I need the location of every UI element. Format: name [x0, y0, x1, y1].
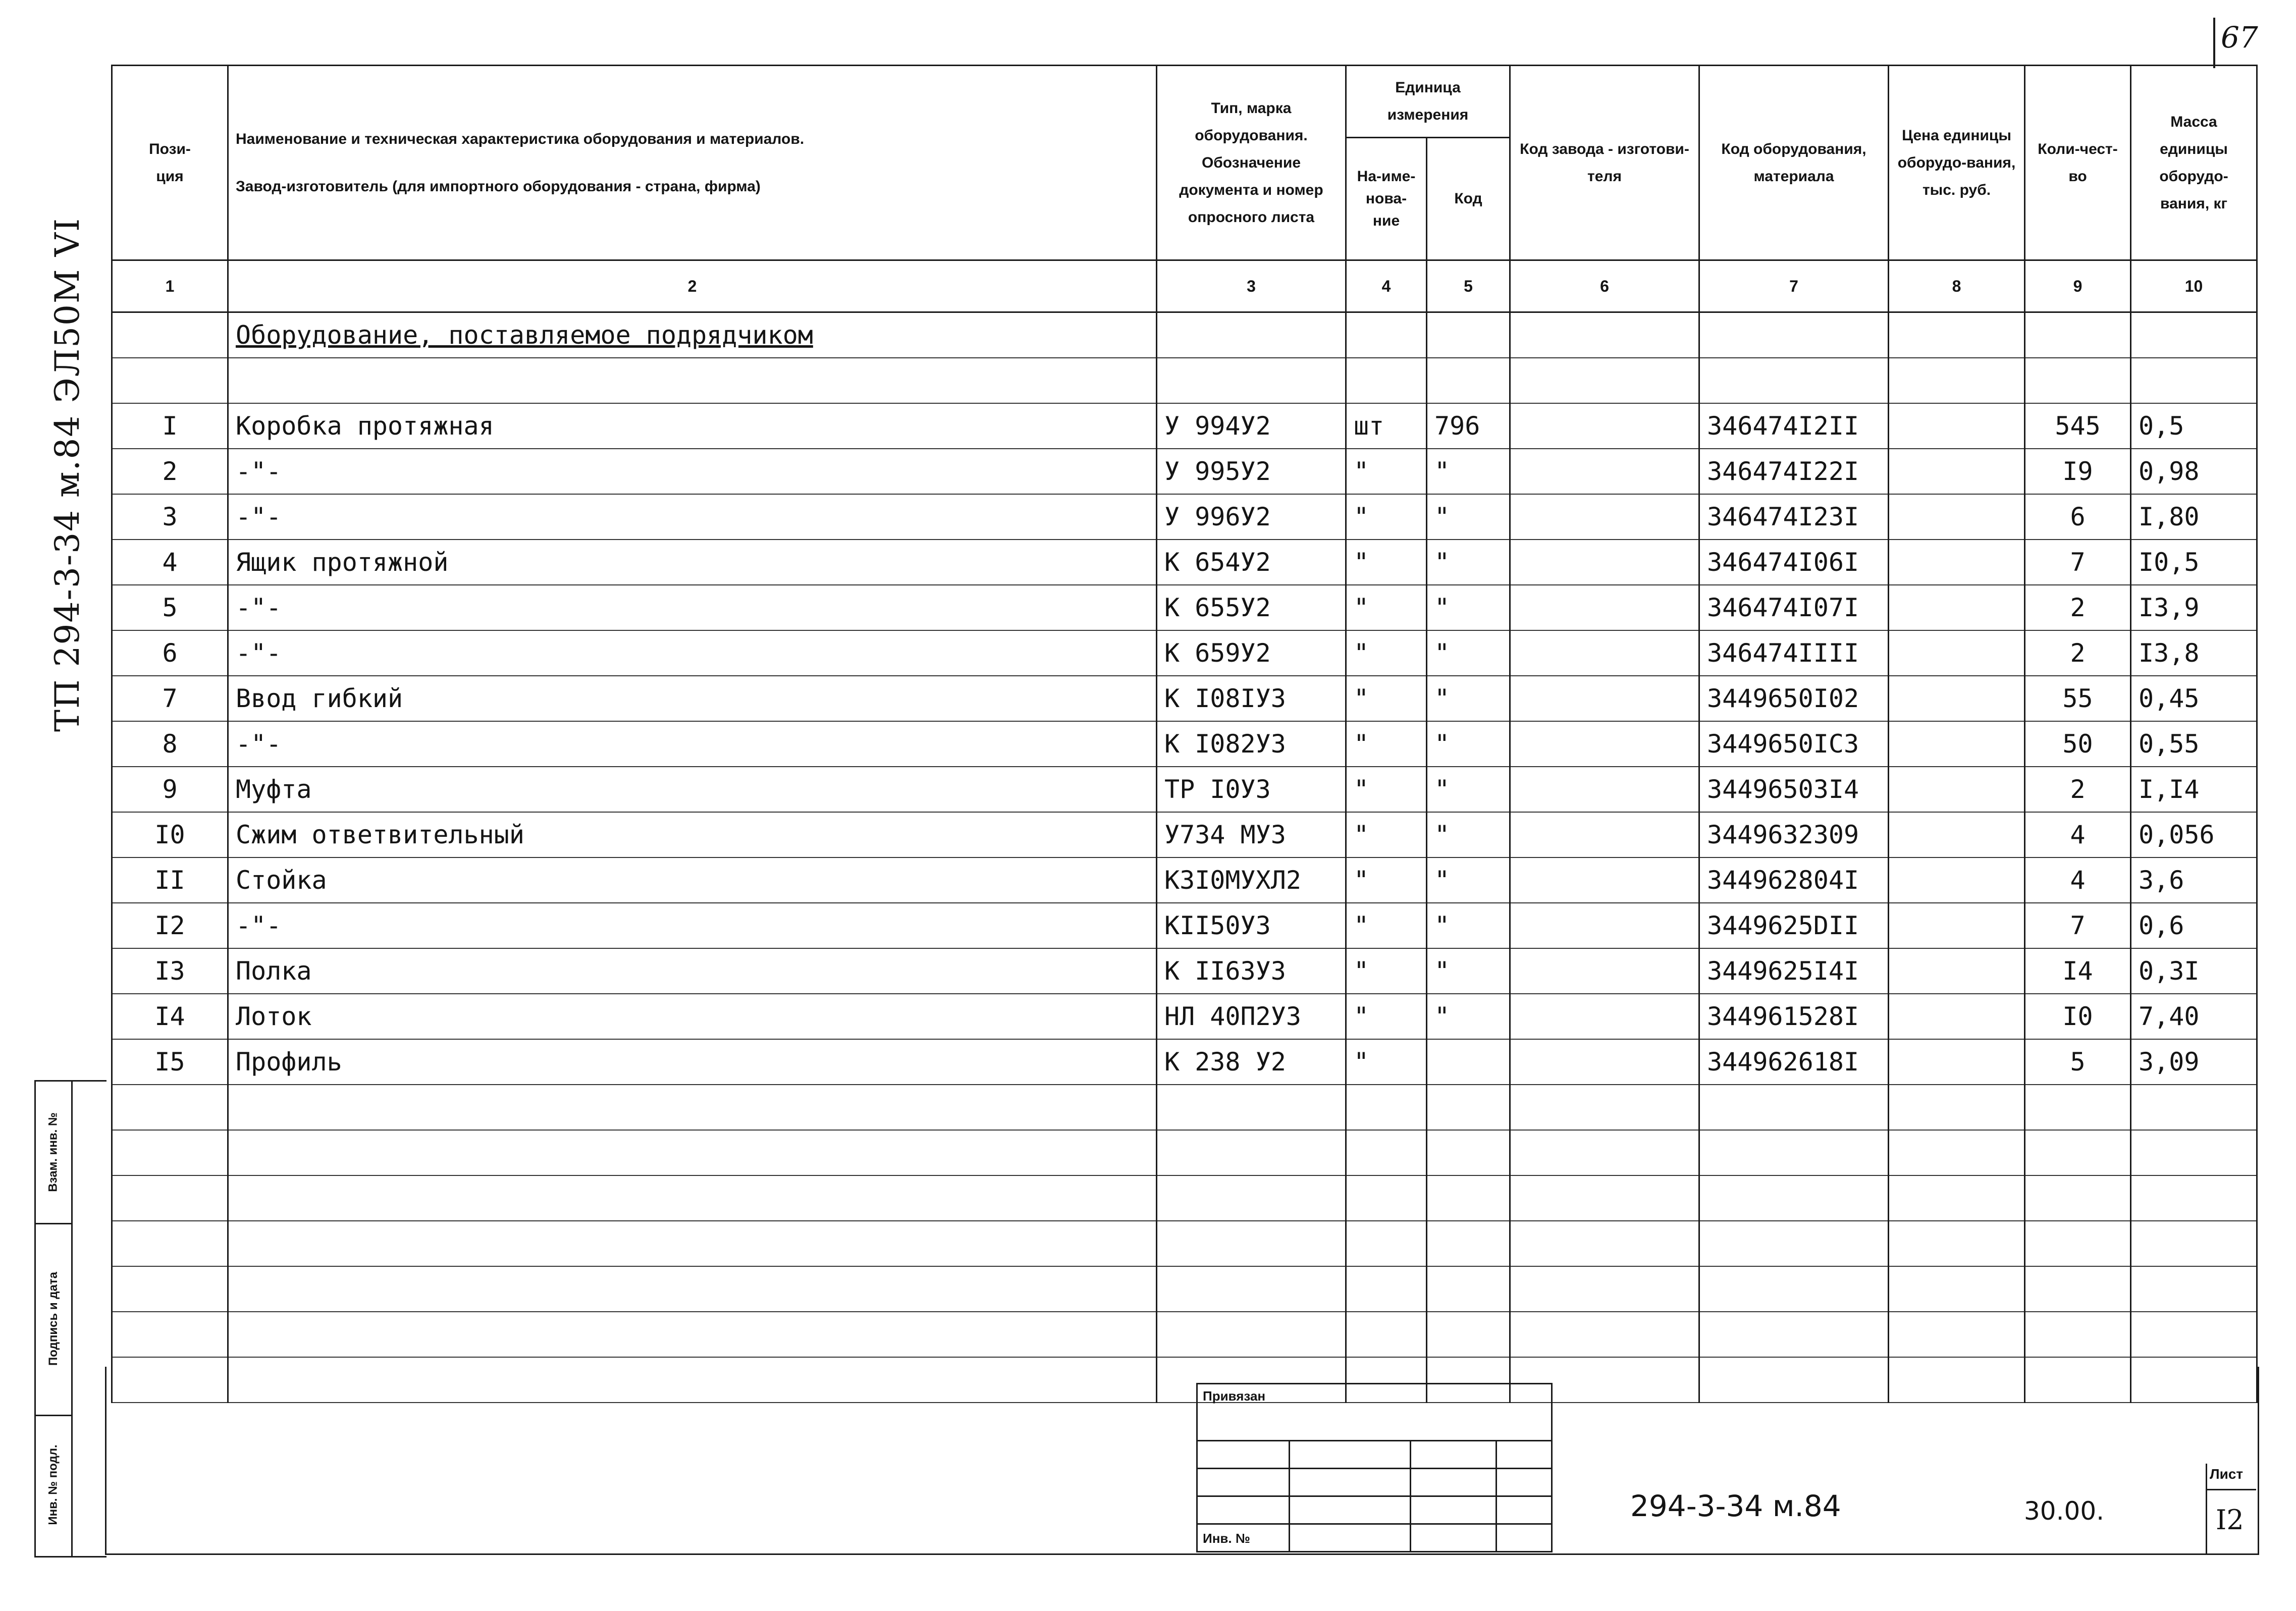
row-plant-code	[1510, 812, 1699, 857]
column-number: 7	[1699, 260, 1889, 312]
row-unit: "	[1346, 721, 1427, 767]
column-number-row	[112, 260, 2257, 312]
blank-cell	[228, 1130, 1157, 1175]
row-position: 5	[112, 585, 228, 630]
column-number: 8	[1889, 260, 2025, 312]
sheet-rule	[2206, 1489, 2256, 1490]
row-equipment-code: 34496503I4	[1699, 767, 1889, 812]
blank-cell	[2025, 1085, 2131, 1130]
stamp-cell-signature	[36, 1223, 71, 1416]
row-price	[1889, 585, 2025, 630]
blank-cell	[1346, 1221, 1427, 1266]
row-type: НЛ 40П2У3	[1157, 994, 1346, 1039]
blank-cell	[1889, 1085, 2025, 1130]
row-type: К II63У3	[1157, 948, 1346, 994]
table-row	[112, 630, 2257, 676]
linkage-divider	[1496, 1440, 1497, 1551]
row-mass: 0,98	[2131, 449, 2257, 494]
row-mass: 0,45	[2131, 676, 2257, 721]
column-number: 1	[112, 260, 228, 312]
stamp-label: Подпись и дата	[46, 1272, 61, 1366]
row-name: -"-	[228, 494, 1157, 540]
blank-cell	[2131, 1130, 2257, 1175]
blank-cell	[1510, 1312, 1699, 1357]
row-quantity: 7	[2025, 903, 2131, 948]
row-type: К 659У2	[1157, 630, 1346, 676]
row-mass: 7,40	[2131, 994, 2257, 1039]
row-mass: I,I4	[2131, 767, 2257, 812]
blank-cell	[1157, 1312, 1346, 1357]
row-mass: 0,6	[2131, 903, 2257, 948]
column-number: 5	[1427, 260, 1510, 312]
row-position: I4	[112, 994, 228, 1039]
blank-cell	[1157, 1266, 1346, 1312]
stamp-divider	[71, 1082, 73, 1556]
header-unit-price: Цена единицы оборудо-вания, тыс. руб.	[1889, 66, 2025, 260]
table-row	[112, 948, 2257, 994]
row-plant-code	[1510, 994, 1699, 1039]
blank-row	[112, 1175, 2257, 1221]
table-row	[112, 494, 2257, 540]
blank-cell	[1427, 1175, 1510, 1221]
header-name	[228, 66, 1157, 260]
row-type: К I082У3	[1157, 721, 1346, 767]
blank-cell	[1699, 1266, 1889, 1312]
section-title: Оборудование, поставляемое подрядчиком	[228, 312, 1157, 358]
blank-cell	[1889, 1130, 2025, 1175]
row-mass: I3,8	[2131, 630, 2257, 676]
blank-cell	[2025, 1175, 2131, 1221]
column-number: 4	[1346, 260, 1427, 312]
row-unit: "	[1346, 903, 1427, 948]
linked-label: Привязан	[1203, 1388, 1266, 1404]
row-mass: 0,55	[2131, 721, 2257, 767]
row-mass: 0,056	[2131, 812, 2257, 857]
blank-row	[112, 1312, 2257, 1357]
row-plant-code	[1510, 721, 1699, 767]
row-name: Муфта	[228, 767, 1157, 812]
blank-cell	[1699, 1175, 1889, 1221]
row-plant-code	[1510, 948, 1699, 994]
row-name: Полка	[228, 948, 1157, 994]
row-unit-code	[1427, 1039, 1510, 1085]
blank-cell	[2131, 1085, 2257, 1130]
row-quantity: 2	[2025, 585, 2131, 630]
blank-cell	[1157, 1085, 1346, 1130]
row-price	[1889, 903, 2025, 948]
blank-cell	[1427, 1221, 1510, 1266]
row-name: Ящик протяжной	[228, 540, 1157, 585]
sheet-label: Лист	[2210, 1466, 2244, 1482]
header-type: Тип, марка оборудования. Обозначение документа и номер опросного листа	[1157, 66, 1346, 260]
row-name: Лоток	[228, 994, 1157, 1039]
row-equipment-code: 346474I2II	[1699, 403, 1889, 449]
row-unit-code: "	[1427, 585, 1510, 630]
blank-cell	[1510, 1266, 1699, 1312]
stamp-label: Взам. инв. №	[46, 1112, 61, 1192]
linkage-rule	[1198, 1468, 1551, 1469]
stamp-cell-inventory	[36, 1415, 71, 1554]
row-mass: I3,9	[2131, 585, 2257, 630]
row-unit: "	[1346, 449, 1427, 494]
header-unit-mass: Масса единицы оборудо-вания, кг	[2131, 66, 2257, 260]
row-unit-code: "	[1427, 540, 1510, 585]
row-position: 8	[112, 721, 228, 767]
table-row	[112, 1039, 2257, 1085]
row-unit-code: "	[1427, 676, 1510, 721]
row-mass: 0,3I	[2131, 948, 2257, 994]
table-row	[112, 994, 2257, 1039]
row-plant-code	[1510, 903, 1699, 948]
row-equipment-code: 344962618I	[1699, 1039, 1889, 1085]
row-quantity: 5	[2025, 1039, 2131, 1085]
row-name: -"-	[228, 903, 1157, 948]
row-plant-code	[1510, 449, 1699, 494]
blank-cell	[228, 1221, 1157, 1266]
row-price	[1889, 857, 2025, 903]
row-unit: "	[1346, 630, 1427, 676]
blank-cell	[1427, 1085, 1510, 1130]
row-unit-code: "	[1427, 767, 1510, 812]
blank-cell	[1157, 1175, 1346, 1221]
row-position: 4	[112, 540, 228, 585]
row-name: -"-	[228, 630, 1157, 676]
row-unit: "	[1346, 812, 1427, 857]
header-unit-group: Единица измерения	[1346, 66, 1510, 138]
row-name: -"-	[228, 449, 1157, 494]
blank-cell	[1346, 1130, 1427, 1175]
blank-cell	[228, 1266, 1157, 1312]
blank-cell	[1427, 1312, 1510, 1357]
row-mass: I,80	[2131, 494, 2257, 540]
row-equipment-code: 346474I23I	[1699, 494, 1889, 540]
row-type: К3I0МУХЛ2	[1157, 857, 1346, 903]
row-type: У 995У2	[1157, 449, 1346, 494]
blank-cell	[2131, 1312, 2257, 1357]
row-unit: "	[1346, 1039, 1427, 1085]
column-number: 2	[228, 260, 1157, 312]
blank-cell	[1346, 1175, 1427, 1221]
row-type: У734 МУ3	[1157, 812, 1346, 857]
row-mass: 0,5	[2131, 403, 2257, 449]
blank-cell	[1510, 1130, 1699, 1175]
linkage-rule	[1198, 1523, 1551, 1525]
row-equipment-code: 346474I07I	[1699, 585, 1889, 630]
row-unit-code: "	[1427, 630, 1510, 676]
row-unit-code: "	[1427, 449, 1510, 494]
row-unit-code: "	[1427, 494, 1510, 540]
header-unit-code: Код	[1427, 138, 1510, 260]
blank-cell	[1889, 1175, 2025, 1221]
row-quantity: 4	[2025, 857, 2131, 903]
row-unit: "	[1346, 767, 1427, 812]
row-type: К 654У2	[1157, 540, 1346, 585]
table-row	[112, 857, 2257, 903]
row-unit-code: "	[1427, 812, 1510, 857]
row-name: Сжим ответвительный	[228, 812, 1157, 857]
column-number: 6	[1510, 260, 1699, 312]
linkage-divider	[1289, 1440, 1290, 1551]
blank-cell	[1157, 1221, 1346, 1266]
row-position: I2	[112, 903, 228, 948]
approval-stamp-strip	[34, 1080, 106, 1558]
blank-cell	[2025, 1312, 2131, 1357]
row-unit: "	[1346, 948, 1427, 994]
table-row	[112, 721, 2257, 767]
page-number-rule	[2213, 18, 2215, 68]
row-name: Профиль	[228, 1039, 1157, 1085]
row-position: II	[112, 857, 228, 903]
column-number: 10	[2131, 260, 2257, 312]
row-quantity: 545	[2025, 403, 2131, 449]
blank-cell	[2131, 1266, 2257, 1312]
row-type: У 994У2	[1157, 403, 1346, 449]
row-equipment-code: 3449625I4I	[1699, 948, 1889, 994]
blank-cell	[112, 1175, 228, 1221]
header-equipment-code: Код оборудования, материала	[1699, 66, 1889, 260]
blank-cell	[2025, 1266, 2131, 1312]
row-quantity: I0	[2025, 994, 2131, 1039]
row-price	[1889, 540, 2025, 585]
table-row	[112, 676, 2257, 721]
sheet-number: I2	[2216, 1504, 2244, 1536]
row-unit-code: "	[1427, 948, 1510, 994]
blank-cell	[1699, 1221, 1889, 1266]
blank-cell	[1427, 1130, 1510, 1175]
blank-cell	[228, 1085, 1157, 1130]
row-type: ТР I0У3	[1157, 767, 1346, 812]
blank-row	[112, 1130, 2257, 1175]
blank-cell	[1699, 1085, 1889, 1130]
blank-cell	[112, 1221, 228, 1266]
row-equipment-code: 346474I06I	[1699, 540, 1889, 585]
equipment-specification-table	[111, 65, 2256, 1367]
row-name: Ввод гибкий	[228, 676, 1157, 721]
blank-cell	[228, 1175, 1157, 1221]
column-number: 3	[1157, 260, 1346, 312]
row-equipment-code: 3449625DII	[1699, 903, 1889, 948]
row-position: 2	[112, 449, 228, 494]
table-row	[112, 449, 2257, 494]
row-plant-code	[1510, 630, 1699, 676]
row-quantity: I9	[2025, 449, 2131, 494]
document-code: 294-3-34 м.84	[1630, 1489, 1841, 1523]
section-row	[112, 312, 2257, 358]
blank-cell	[1427, 1266, 1510, 1312]
linkage-block	[1196, 1383, 1553, 1552]
row-mass: 3,6	[2131, 857, 2257, 903]
stamp-label: Инв. № подл.	[46, 1444, 60, 1525]
row-name: Коробка протяжная	[228, 403, 1157, 449]
header-unit-name: На-име-нова-ние	[1346, 138, 1427, 260]
row-unit: "	[1346, 994, 1427, 1039]
row-price	[1889, 494, 2025, 540]
blank-cell	[2131, 1221, 2257, 1266]
row-position: 9	[112, 767, 228, 812]
blank-cell	[112, 1266, 228, 1312]
header-name-line1: Наименование и техническая характеристика оборудования и материалов.	[236, 130, 805, 147]
row-price	[1889, 721, 2025, 767]
table-row	[112, 767, 2257, 812]
row-plant-code	[1510, 767, 1699, 812]
row-plant-code	[1510, 494, 1699, 540]
row-equipment-code: 344962804I	[1699, 857, 1889, 903]
row-price	[1889, 948, 2025, 994]
inventory-label: Инв. №	[1203, 1531, 1250, 1546]
blank-cell	[2131, 1175, 2257, 1221]
table-row	[112, 540, 2257, 585]
row-position: I	[112, 403, 228, 449]
header-name-line2: Завод-изготовитель (для импортного оборудования - страна, фирма)	[236, 178, 761, 195]
blank-cell	[1889, 1266, 2025, 1312]
row-position: 6	[112, 630, 228, 676]
row-plant-code	[1510, 676, 1699, 721]
row-quantity: 6	[2025, 494, 2131, 540]
row-type: К I08IУ3	[1157, 676, 1346, 721]
blank-cell	[2025, 1130, 2131, 1175]
title-block-frame	[105, 1367, 2259, 1555]
row-unit-code: 796	[1427, 403, 1510, 449]
row-equipment-code: 3449632309	[1699, 812, 1889, 857]
row-type: К 238 У2	[1157, 1039, 1346, 1085]
row-position: 7	[112, 676, 228, 721]
blank-cell	[1157, 1130, 1346, 1175]
stamp-cell-replacement	[36, 1082, 71, 1224]
row-unit: "	[1346, 494, 1427, 540]
row-price	[1889, 449, 2025, 494]
table-row	[112, 903, 2257, 948]
blank-row	[112, 1266, 2257, 1312]
row-price	[1889, 676, 2025, 721]
row-plant-code	[1510, 403, 1699, 449]
row-mass: I0,5	[2131, 540, 2257, 585]
row-equipment-code: 346474IIII	[1699, 630, 1889, 676]
row-unit-code: "	[1427, 721, 1510, 767]
row-unit: "	[1346, 540, 1427, 585]
table-body	[112, 312, 2257, 1403]
blank-cell	[1699, 1130, 1889, 1175]
row-position: I5	[112, 1039, 228, 1085]
row-unit: "	[1346, 585, 1427, 630]
row-unit-code: "	[1427, 994, 1510, 1039]
side-document-code: ТП 294-3-34 м.84 ЭЛ50М VI	[48, 217, 87, 732]
blank-cell	[1510, 1221, 1699, 1266]
row-name: Стойка	[228, 857, 1157, 903]
header-position: Пози- ция	[112, 66, 228, 260]
row-quantity: 55	[2025, 676, 2131, 721]
table-row	[112, 403, 2257, 449]
row-equipment-code: 3449650I02	[1699, 676, 1889, 721]
linkage-rule	[1198, 1495, 1551, 1497]
row-plant-code	[1510, 585, 1699, 630]
row-type: К 655У2	[1157, 585, 1346, 630]
header-plant-code: Код завода - изготови-теля	[1510, 66, 1699, 260]
row-unit: "	[1346, 857, 1427, 903]
row-price	[1889, 403, 2025, 449]
header-quantity: Коли-чест-во	[2025, 66, 2131, 260]
row-plant-code	[1510, 1039, 1699, 1085]
row-quantity: 7	[2025, 540, 2131, 585]
blank-cell	[1699, 1312, 1889, 1357]
column-number: 9	[2025, 260, 2131, 312]
blank-cell	[1346, 1312, 1427, 1357]
row-mass: 3,09	[2131, 1039, 2257, 1085]
table-row	[112, 812, 2257, 857]
linkage-divider	[1410, 1440, 1411, 1551]
row-quantity: 2	[2025, 767, 2131, 812]
row-plant-code	[1510, 540, 1699, 585]
blank-cell	[1346, 1266, 1427, 1312]
row-position: I0	[112, 812, 228, 857]
page-number: 67	[2221, 20, 2258, 55]
row-quantity: 4	[2025, 812, 2131, 857]
document-suffix: 30.00.	[2024, 1496, 2105, 1526]
blank-row	[112, 1221, 2257, 1266]
row-unit: "	[1346, 676, 1427, 721]
blank-cell	[1889, 1312, 2025, 1357]
blank-cell	[112, 1312, 228, 1357]
linkage-rule	[1198, 1440, 1551, 1441]
row-position: I3	[112, 948, 228, 994]
blank-cell	[1510, 1085, 1699, 1130]
row-equipment-code: 346474I22I	[1699, 449, 1889, 494]
row-type: КII50У3	[1157, 903, 1346, 948]
row-unit-code: "	[1427, 903, 1510, 948]
blank-cell	[2025, 1221, 2131, 1266]
row-unit-code: "	[1427, 857, 1510, 903]
row-price	[1889, 767, 2025, 812]
row-quantity: I4	[2025, 948, 2131, 994]
header-row-1	[112, 66, 2257, 138]
blank-cell	[228, 1312, 1157, 1357]
row-price	[1889, 994, 2025, 1039]
blank-cell	[1889, 1221, 2025, 1266]
blank-cell	[1510, 1175, 1699, 1221]
row-type: У 996У2	[1157, 494, 1346, 540]
row-equipment-code: 344961528I	[1699, 994, 1889, 1039]
blank-cell	[112, 1085, 228, 1130]
table-row	[112, 585, 2257, 630]
row-name: -"-	[228, 721, 1157, 767]
row-name: -"-	[228, 585, 1157, 630]
blank-cell	[1346, 1085, 1427, 1130]
blank-row	[112, 1085, 2257, 1130]
blank-row	[112, 358, 2257, 403]
row-quantity: 50	[2025, 721, 2131, 767]
row-equipment-code: 3449650IC3	[1699, 721, 1889, 767]
row-price	[1889, 812, 2025, 857]
row-plant-code	[1510, 857, 1699, 903]
row-unit: шт	[1346, 403, 1427, 449]
row-price	[1889, 630, 2025, 676]
blank-cell	[112, 1130, 228, 1175]
row-price	[1889, 1039, 2025, 1085]
row-position: 3	[112, 494, 228, 540]
row-quantity: 2	[2025, 630, 2131, 676]
